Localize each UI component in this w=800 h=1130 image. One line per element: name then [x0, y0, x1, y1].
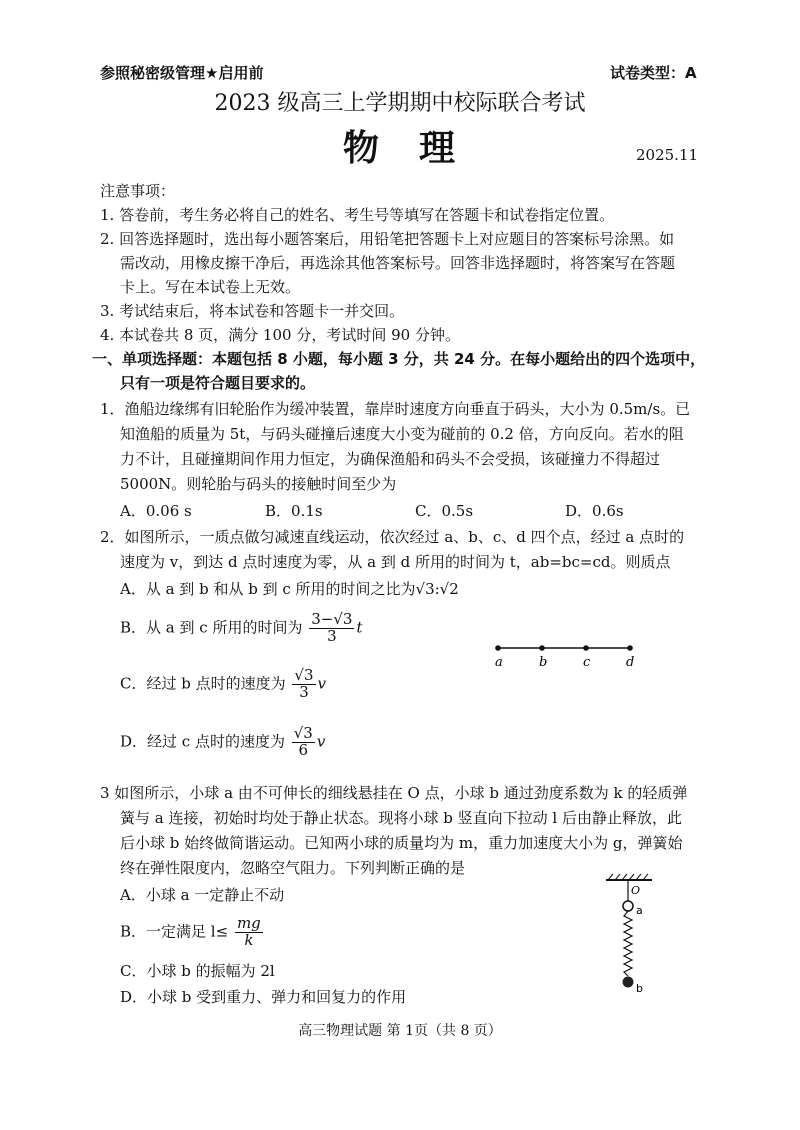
q2-option-c	[120, 668, 326, 701]
spring-coil	[624, 911, 632, 976]
q1-option-a: A．0.06 s	[120, 502, 192, 520]
ball-b	[623, 977, 634, 988]
question-1-text: 知渔船的质量为 5t，与码头碰撞后速度大小变为碰前的 0.2 倍，方向反向。若水的阻	[120, 425, 684, 443]
fraction-numerator: √3	[294, 666, 314, 684]
paper-type-label: 试卷类型：A	[610, 64, 697, 82]
point-a-dot	[495, 645, 501, 651]
q2-option-a-ratio: √3:√2	[415, 580, 459, 598]
point-d-label: d	[626, 655, 635, 670]
page-footer: 高三物理试题 第 1页（共 8 页）	[298, 1023, 502, 1039]
fraction-numerator: 3−√3	[311, 610, 353, 628]
fraction-denominator: 6	[298, 740, 309, 759]
fraction-numerator: √3	[293, 724, 313, 742]
section-heading: 一、单项选择题：本题包括 8 小题，每小题 3 分，共 24 分。在每小题给出的四个选项中，	[92, 350, 706, 368]
fraction-denominator: 3	[299, 682, 309, 701]
section-heading-cont: 只有一项是符合题目要求的。	[120, 374, 316, 392]
question-1-text: 1．渔船边缘绑有旧轮胎作为缓冲装置，靠岸时速度方向垂直于码头，大小为 0.5m/s。已	[100, 400, 691, 418]
fraction-numerator: mg	[236, 914, 261, 932]
q3-option-c: C．小球 b 的振幅为 2l	[120, 962, 275, 980]
q2-option-d	[120, 726, 325, 759]
question-3-text: 3 如图所示，小球 a 由不可伸长的细线悬挂在 O 点，小球 b 通过劲度系数为 k 的轻质弹	[100, 784, 688, 802]
time-symbol: t	[356, 618, 363, 637]
ball-a-label: a	[636, 904, 643, 917]
q1-option-d: D．0.6s	[565, 502, 624, 520]
question-3-text: 终在弹性限度内，忽略空气阻力。下列判断正确的是	[120, 859, 466, 877]
fraction-denominator: 3	[327, 626, 337, 645]
question-1-text: 5000N。则轮胎与码头的接触时间至少为	[120, 475, 397, 493]
exam-date: 2025.11	[636, 146, 699, 164]
q2-option-a	[120, 578, 459, 599]
q3-option-b-text: B．一定满足 l≤	[120, 922, 229, 941]
point-c-dot	[583, 645, 589, 651]
pivot-o-label: O	[631, 884, 641, 897]
notice-item: 3. 考试结束后，将本试卷和答题卡一并交回。	[100, 302, 405, 320]
q3-spring-diagram	[600, 872, 660, 1002]
point-a-label: a	[495, 655, 503, 670]
velocity-symbol: v	[317, 674, 326, 693]
q2-option-b	[120, 612, 362, 645]
velocity-symbol: v	[316, 732, 326, 751]
confidential-label: 参照秘密级管理★启用前	[100, 64, 264, 82]
q2-option-b-text: B．从 a 到 c 所用的时间为	[120, 618, 303, 637]
point-c-label: c	[583, 655, 591, 670]
q2-option-d-text: D．经过 c 点时的速度为	[120, 732, 285, 751]
question-3-text: 后小球 b 始终做简谐运动。已知两小球的质量均为 m，重力加速度大小为 g，弹簧始	[120, 834, 683, 852]
q2-option-d-fraction	[292, 726, 315, 759]
q2-option-a-text: A．从 a 到 b 和从 b 到 c 所用的时间之比为	[120, 580, 416, 598]
question-3-text: 簧与 a 连接，初始时均处于静止状态。现将小球 b 竖直向下拉动 l 后由静止释放，此	[120, 809, 682, 827]
notice-title: 注意事项：	[100, 182, 176, 200]
q1-option-b: B．0.1s	[265, 502, 323, 520]
q2-points-diagram	[480, 636, 650, 672]
question-2-text: 2．如图所示，一质点做匀减速直线运动，依次经过 a、b、c、d 四个点，经过 a 点时的	[100, 528, 685, 546]
q2-option-c-text: C．经过 b 点时的速度为	[120, 674, 286, 693]
point-d-dot	[627, 645, 633, 651]
notice-item: 2. 回答选择题时，选出每小题答案后，用铅笔把答题卡上对应题目的答案标号涂黑。如	[100, 230, 675, 248]
subject-title: 物 理	[342, 127, 457, 169]
q2-option-b-fraction	[309, 612, 354, 645]
q3-option-a: A．小球 a 一定静止不动	[120, 886, 285, 904]
q3-option-b-fraction	[235, 916, 263, 949]
ball-b-label: b	[636, 982, 643, 995]
q3-option-d: D．小球 b 受到重力、弹力和回复力的作用	[120, 988, 407, 1006]
notice-item: 1. 答卷前，考生务必将自己的姓名、考生号等填写在答题卡和试卷指定位置。	[100, 206, 615, 224]
q1-option-c: C．0.5s	[415, 502, 474, 520]
notice-item: 4. 本试卷共 8 页，满分 100 分，考试时间 90 分钟。	[100, 326, 460, 344]
point-b-label: b	[539, 655, 548, 670]
exam-title: 2023 级高三上学期期中校际联合考试	[214, 91, 586, 116]
point-b-dot	[539, 645, 545, 651]
question-2-text: 速度为 v，到达 d 点时速度为零，从 a 到 d 所用的时间为 t，ab=bc=cd。则质点	[120, 553, 671, 571]
ball-a	[623, 901, 633, 911]
fraction-denominator: k	[244, 930, 254, 949]
question-1-text: 力不计，且碰撞期间作用力恒定，为确保渔船和码头不会受损，该碰撞力不得超过	[120, 450, 661, 468]
q2-option-c-fraction	[292, 668, 315, 701]
notice-item-cont: 需改动，用橡皮擦干净后，再选涂其他答案标号。回答非选择题时，将答案写在答题	[120, 254, 676, 272]
notice-item-cont: 卡上。写在本试卷上无效。	[120, 278, 301, 296]
q3-option-b	[120, 916, 265, 949]
